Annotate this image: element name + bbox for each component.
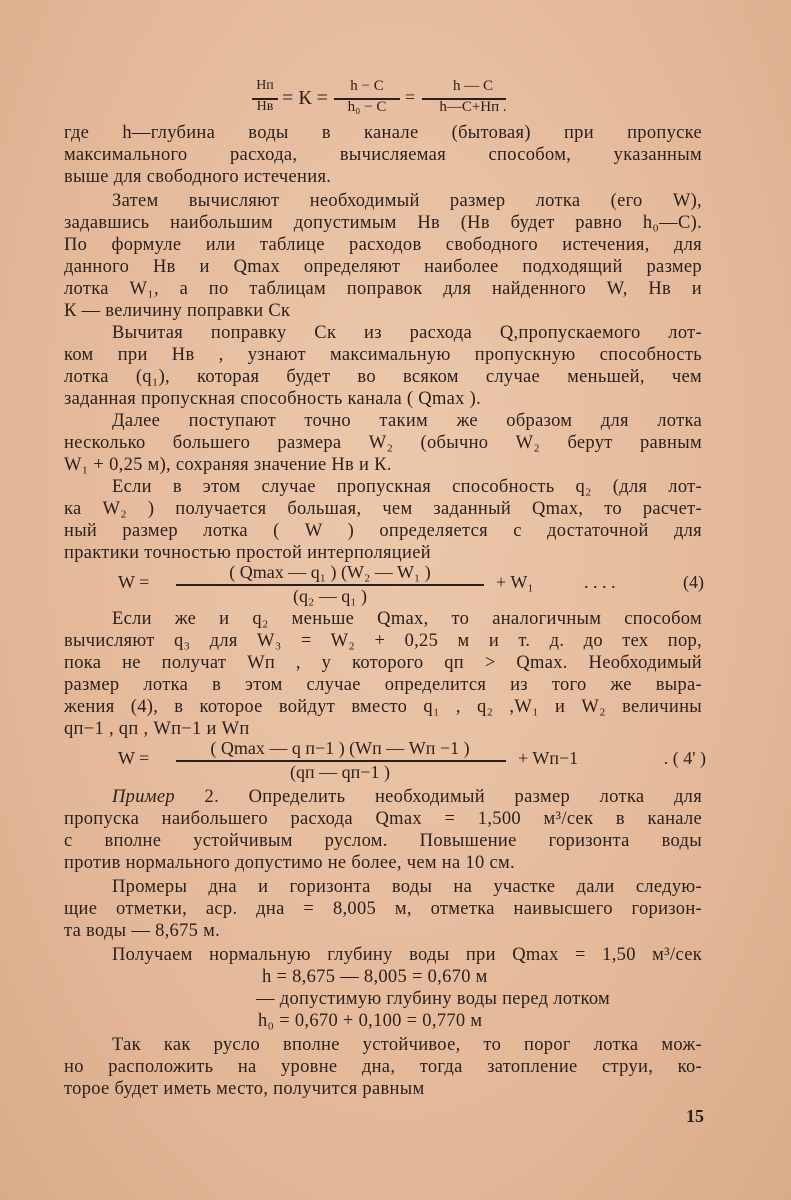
text-line: максимального расхода, вычисляемая способом, указанным <box>64 145 702 165</box>
text-line: — допустимую глубину воды перед лотком <box>256 989 611 1009</box>
formula-4 <box>118 562 708 608</box>
text-line: данного Hв и Qmax определяют наиболее подходящий размер <box>64 257 702 277</box>
formula-top-eq: = К = <box>282 87 328 109</box>
example-label: Пример <box>112 787 175 807</box>
formula-4-lhs: W = <box>118 572 150 592</box>
text-line: По формуле или таблице расходов свободного истечения, для <box>64 235 702 255</box>
text-line: Вычитая поправку Cк из расхода Q,пропускаемого лот- <box>112 323 702 343</box>
example-first-line <box>112 786 702 808</box>
text-line: задавшись наибольшим допустимым Hв (Hв будет равно h₀—С). <box>64 213 702 233</box>
text-line: с вполне устойчивым руслом. Повышение горизонта воды <box>64 831 702 851</box>
text-line: h = 8,675 — 8,005 = 0,670 м <box>262 967 488 987</box>
text-line: ный размер лотка ( W ) определяется с достаточной для <box>64 521 702 541</box>
text-line: практики точностью простой интерполяцией <box>64 543 431 563</box>
text-line: Затем вычисляют необходимый размер лотка (его W), <box>112 191 702 211</box>
text-line: h₀ = 0,670 + 0,100 = 0,770 м <box>258 1011 483 1031</box>
text-line: лотка W₁, а по таблицам поправок для найденного W, Hв и <box>64 279 702 299</box>
formula-top-left-den: Hв <box>256 99 274 114</box>
page-number: 15 <box>686 1106 704 1126</box>
formula-top-f1-num: h − C <box>350 78 384 94</box>
formula-4-num: ( Qmax — q₁ ) (W₂ — W₁ ) <box>229 562 431 582</box>
text-line: пропуска наибольшего расхода Qmax = 1,500 м³/сек в канале <box>64 809 702 829</box>
formula-4-rhs: + W₁ <box>496 572 534 592</box>
text-line: ком при Hв , узнают максимальную пропускную способность <box>64 345 702 365</box>
formula-4p-den: (qп — qп−1 ) <box>290 762 390 782</box>
text-line: выше для свободного истечения. <box>64 167 332 187</box>
text-line: Так как русло вполне устойчивое, то порог лотка мож- <box>112 1035 702 1055</box>
formula-4-label: (4) <box>683 572 704 592</box>
text-line: щие отметки, aср. дна = 8,005 м, отметка наивысшего горизон- <box>64 899 702 919</box>
text-line: К — величину поправки Cк <box>64 301 291 321</box>
formula-top-eq2: = <box>404 87 416 107</box>
text-line: лотка (q₁), которая будет во всяком случае меньшей, чем <box>64 367 702 387</box>
text-line: заданная пропускная способность канала ( Qmax ). <box>64 389 482 409</box>
formula-4p-rhs: + Wп−1 <box>518 748 579 768</box>
text-line: но расположить на уровне дна, тогда затопление струи, ко- <box>64 1057 702 1077</box>
formula-4-den: (q₂ — q₁ ) <box>292 586 368 606</box>
example-text-first: 2. Определить необходимый размер лотка для <box>204 787 703 807</box>
formula-top-f2-num: h — C <box>452 78 493 94</box>
text-line: торое будет иметь место, получится равным <box>64 1079 425 1099</box>
formula-top-f1-den: h₀ − C <box>347 99 387 115</box>
text-line: против нормального допустимо не более, чем на 10 см. <box>64 853 515 873</box>
text-line: Далее поступают точно таким же образом для лотка <box>112 411 702 431</box>
text-line: пока не получат Wп , у которого qп > Qmax. Необходимый <box>64 653 702 673</box>
text-line: qп−1 , qп , Wп−1 и Wп <box>64 719 250 739</box>
text-line: та воды — 8,675 м. <box>64 921 221 941</box>
text-line: W₁ + 0,25 м), сохраняя значение Hв и К. <box>64 455 392 475</box>
text-line: несколько большего размера W₂ (обычно W₂ берут равным <box>64 433 702 453</box>
text-line: где h—глубина воды в канале (бытовая) при пропуске <box>64 123 702 143</box>
text-line: жения (4), в которое войдут вместо q₁ , q₂ ,W₁ и W₂ величины <box>64 697 702 717</box>
formula-4p-label: . ( 4' ) <box>663 748 706 768</box>
formula-4-dots: . . . . <box>584 572 616 592</box>
text-line: вычисляют q₃ для W₃ = W₂ + 0,25 м и т. д. до тех пор, <box>64 631 702 651</box>
text-line: Промеры дна и горизонта воды на участке дали следую- <box>112 877 702 897</box>
text-line: Получаем нормальную глубину воды при Qmax = 1,50 м³/сек <box>112 945 702 965</box>
text-line: Если же и q₂ меньше Qmax, то аналогичным способом <box>112 609 702 629</box>
formula-top <box>250 78 550 120</box>
formula-top-left-num: Hп <box>256 78 274 93</box>
text-line: размер лотка в этом случае определится из того же выра- <box>64 675 702 695</box>
formula-top-f2-den: h—C+Hп . <box>439 99 507 115</box>
formula-4-prime <box>118 738 708 784</box>
text-line: Если в этом случае пропускная способность q₂ (для лот- <box>112 477 702 497</box>
text-line: ка W₂ ) получается большая, чем заданный Qmax, то расчет- <box>64 499 702 519</box>
formula-4p-lhs: W = <box>118 748 150 768</box>
formula-4p-num: ( Qmax — q п−1 ) (Wп — Wп −1 ) <box>210 738 470 758</box>
